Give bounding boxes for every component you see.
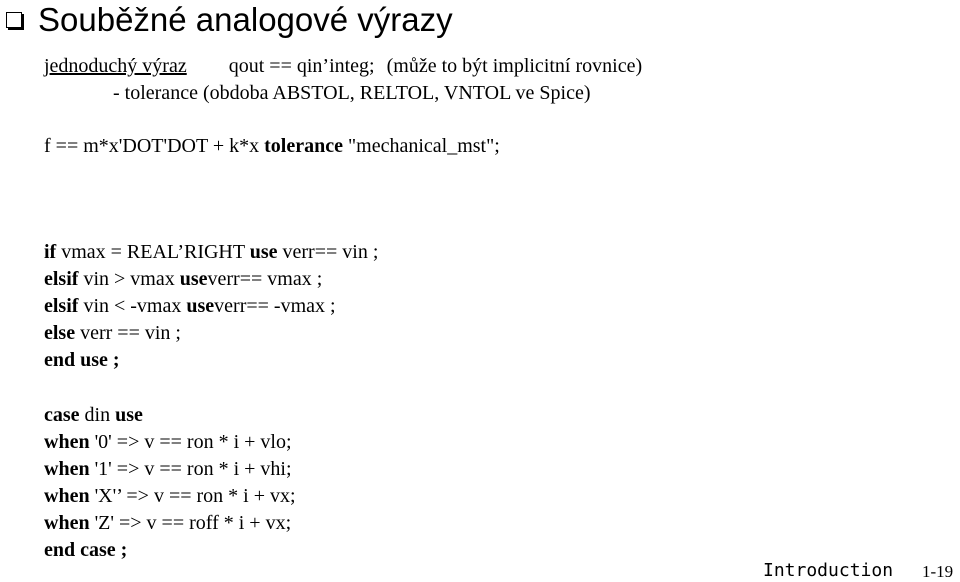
code-line: [44, 348, 120, 372]
code-text: '0' => v == ron * i + vlo;: [89, 431, 292, 453]
code-line: [44, 457, 292, 481]
keyword: elsif: [44, 295, 79, 317]
code-line: [44, 240, 378, 264]
code-line: [44, 430, 292, 454]
keyword: when: [44, 485, 90, 507]
intro-note: (může to být implicitní rovnice): [386, 55, 643, 77]
code-text: 'X'’ => v == ron * i + vx;: [89, 485, 296, 507]
code-line: [44, 511, 291, 535]
code-text: vmax = REAL’RIGHT: [56, 241, 250, 263]
keyword: end use ;: [44, 349, 120, 371]
keyword: use: [115, 404, 143, 426]
keyword: elsif: [44, 268, 79, 290]
keyword: if: [44, 241, 57, 263]
code-line: [44, 538, 127, 562]
intro-code: qout == qin’integ;: [228, 55, 375, 77]
tolerance-line: - tolerance (obdoba ABSTOL, RELTOL, VNTOL ve Spice): [113, 82, 591, 104]
footer-section: Introduction: [763, 560, 894, 581]
code-line: [44, 267, 322, 291]
code-text: verr== -vmax ;: [214, 295, 336, 317]
square-bullet-icon: [6, 12, 22, 28]
keyword: use: [179, 268, 208, 290]
keyword: use: [249, 241, 278, 263]
code-line: [44, 321, 181, 345]
code-text: 'Z' => v == roff * i + vx;: [89, 512, 292, 534]
equation-pre: f == m*x'DOT'DOT + k*x: [44, 135, 265, 157]
code-text: '1' => v == ron * i + vhi;: [89, 458, 292, 480]
code-text: verr == vin ;: [75, 322, 181, 344]
code-text: verr== vmax ;: [207, 268, 323, 290]
keyword: case: [44, 404, 80, 426]
keyword: use: [186, 295, 215, 317]
keyword: when: [44, 512, 90, 534]
code-text: din: [79, 404, 116, 426]
keyword: when: [44, 458, 90, 480]
keyword: else: [44, 322, 76, 344]
equation-post: "mechanical_mst";: [342, 135, 500, 157]
page-number: 1-19: [922, 562, 954, 581]
equation-keyword: tolerance: [264, 135, 343, 157]
intro-line: [44, 54, 642, 78]
intro-term: jednoduchý výraz: [44, 55, 187, 77]
slide-title: Souběžné analogové výrazy: [38, 1, 453, 38]
code-text: vin < -vmax: [78, 295, 187, 317]
code-text: verr== vin ;: [277, 241, 379, 263]
equation-line: [44, 134, 500, 158]
code-text: vin > vmax: [78, 268, 180, 290]
keyword: when: [44, 431, 90, 453]
keyword: end case ;: [44, 539, 128, 561]
code-line: [44, 484, 296, 508]
code-line: [44, 403, 143, 427]
code-line: [44, 294, 336, 318]
